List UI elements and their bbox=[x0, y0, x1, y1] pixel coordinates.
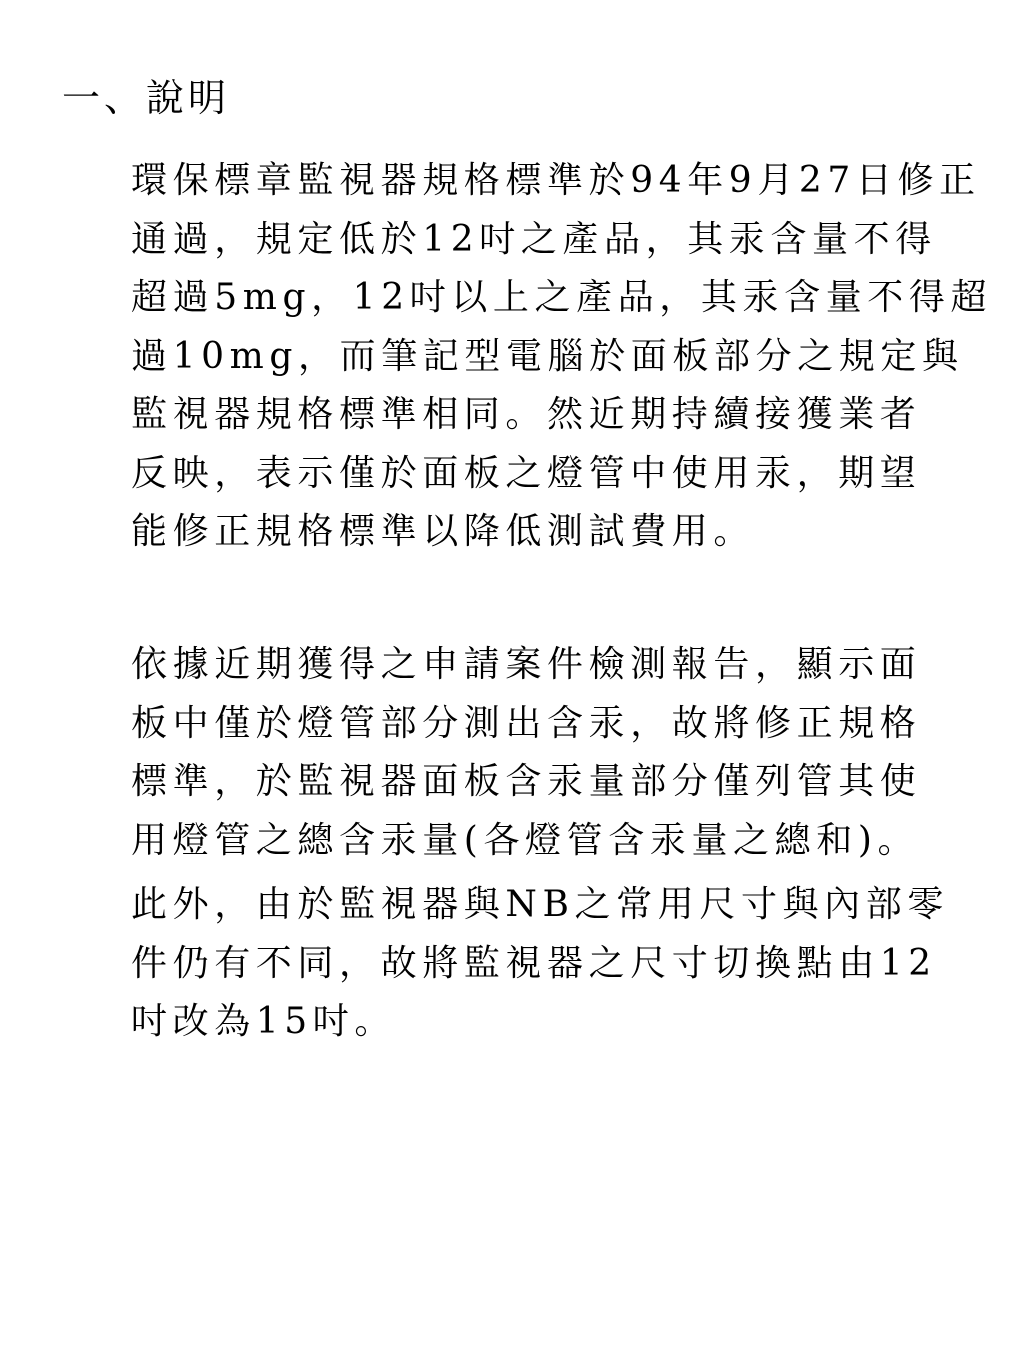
paragraph-line: 反映，表示僅於面板之燈管中使用汞，期望 bbox=[131, 452, 922, 494]
paragraph-line: 監視器規格標準相同。然近期持續接獲業者 bbox=[131, 394, 922, 435]
section-heading: 一、說明 bbox=[62, 76, 231, 120]
paragraph-size-threshold bbox=[131, 876, 961, 1052]
paragraph-line: 通過，規定低於12吋之產品，其汞含量不得 bbox=[131, 218, 937, 260]
paragraph-line: 件仍有不同，故將監視器之尺寸切換點由12 bbox=[131, 942, 937, 984]
paragraph-line: 依據近期獲得之申請案件檢測報告，顯示面 bbox=[131, 644, 922, 685]
paragraph-line: 超過5mg，12吋以上之產品，其汞含量不得超 bbox=[131, 277, 993, 318]
paragraph-line: 吋改為15吋。 bbox=[131, 1001, 397, 1042]
paragraph-line: 用燈管之總含汞量(各燈管含汞量之總和)。 bbox=[131, 819, 920, 861]
paragraph-standard-background bbox=[131, 152, 993, 562]
paragraph-line: 能修正規格標準以降低測試費用。 bbox=[131, 511, 756, 552]
paragraph-line: 標準，於監視器面板含汞量部分僅列管其使 bbox=[131, 761, 922, 802]
paragraph-line: 板中僅於燈管部分測出含汞，故將修正規格 bbox=[131, 702, 922, 744]
paragraph-test-report bbox=[131, 636, 961, 870]
paragraph-line: 此外，由於監視器與NB之常用尺寸與內部零 bbox=[131, 884, 949, 925]
paragraph-line: 過10mg，而筆記型電腦於面板部分之規定與 bbox=[131, 335, 964, 377]
paragraph-line: 環保標章監視器規格標準於94年9月27日修正 bbox=[131, 160, 981, 201]
